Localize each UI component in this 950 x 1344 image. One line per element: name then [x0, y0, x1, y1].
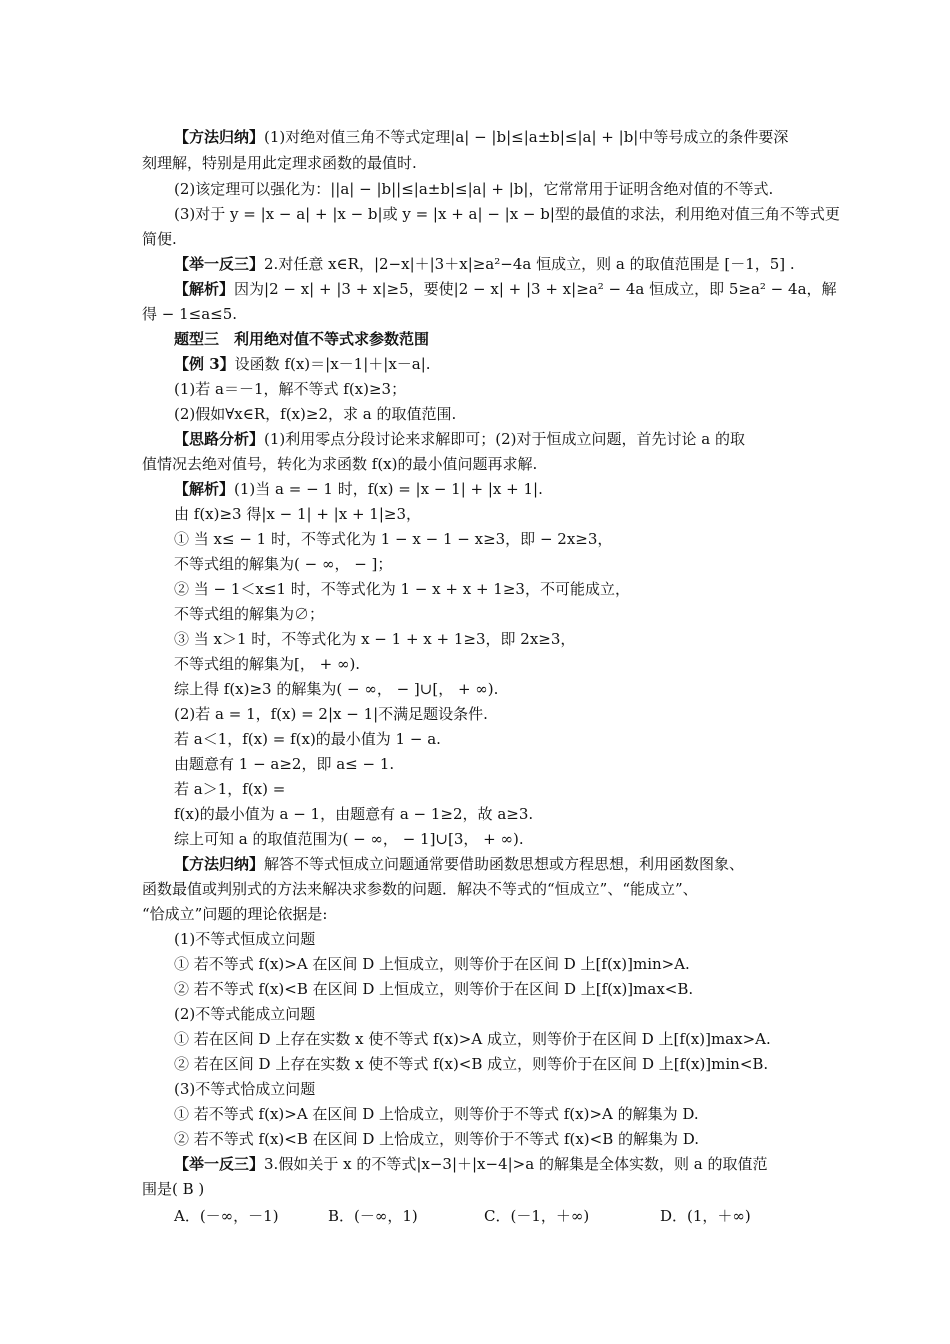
line-text: 不等式组的解集为[， + ∞).	[174, 655, 361, 673]
option-b: B．(－∞，1)	[328, 1207, 418, 1225]
text-line	[0, 1054, 950, 1076]
text-line	[0, 1104, 950, 1126]
line-text: 刻理解，特别是用此定理求函数的最值时.	[142, 154, 417, 172]
option-d: D．(1，＋∞)	[660, 1207, 751, 1225]
line-text: (1)不等式恒成立问题	[174, 930, 316, 948]
line-text: 得 − 1≤a≤5.	[142, 305, 238, 323]
line-text: (2)若 a = 1，f(x) = 2|x − 1|不满足题设条件.	[174, 705, 488, 723]
line-text: ① 若不等式 f(x)>A 在区间 D 上恰成立，则等价于不等式 f(x)>A 的解集为 D.	[174, 1105, 699, 1123]
line-text: (2)假如∀x∈R，f(x)≥2，求 a 的取值范围.	[174, 405, 457, 423]
text-line	[0, 1079, 950, 1101]
line-text: 因为|2 − x| + |3 + x|≥5，要使|2 − x| + |3 + x|≥a² − 4a 恒成立，即 5≥a² − 4a，解	[234, 280, 837, 298]
line-text: 由 f(x)≥3 得|x − 1| + |x + 1|≥3，	[174, 505, 422, 523]
text-line	[0, 554, 950, 576]
text-line	[0, 479, 950, 501]
text-line	[0, 204, 950, 226]
line-text: 若 a＞1，f(x) =	[174, 780, 286, 798]
option-a: A．(－∞，－1)	[174, 1207, 279, 1225]
text-line	[0, 804, 950, 826]
line-text: 若 a＜1，f(x) = f(x)的最小值为 1 − a.	[174, 730, 441, 748]
line-text: 解答不等式恒成立问题通常要借助函数思想或方程思想，利用函数图象、	[264, 855, 745, 873]
text-line	[0, 629, 950, 651]
text-line	[0, 127, 950, 149]
line-text: (1)当 a = − 1 时，f(x) = |x − 1| + |x + 1|.	[234, 480, 543, 498]
text-line	[0, 529, 950, 551]
line-text: (2)该定理可以强化为：||a| − |b||≤|a±b|≤|a| + |b|，它常常用于证明含绝对值的不等式.	[174, 180, 774, 198]
heading-text: 题型三 利用绝对值不等式求参数范围	[174, 330, 430, 348]
line-text: 简便.	[142, 230, 177, 248]
text-line	[0, 979, 950, 1001]
text-line	[0, 879, 950, 901]
line-text: 3.假如关于 x 的不等式|x−3|＋|x−4|>a 的解集是全体实数，则 a 的取值范	[264, 1155, 768, 1173]
text-line	[0, 779, 950, 801]
line-text: 围是( B )	[142, 1180, 205, 1198]
line-text: ② 若在区间 D 上存在实数 x 使不等式 f(x)<B 成立，则等价于在区间 D 上[f(x)]min<B.	[174, 1055, 769, 1073]
text-line	[0, 1179, 950, 1201]
line-text: (1)对绝对值三角不等式定理|a| − |b|≤|a±b|≤|a| + |b|中等号成立的条件要深	[264, 128, 789, 146]
section-tag: 【方法归纳】	[174, 855, 265, 873]
text-line	[0, 679, 950, 701]
text-line	[0, 604, 950, 626]
text-line	[0, 579, 950, 601]
text-line	[0, 754, 950, 776]
text-line	[0, 1004, 950, 1026]
text-line	[0, 1129, 950, 1151]
section-tag: 【举一反三】	[174, 255, 265, 273]
line-text: 2.对任意 x∈R，|2−x|＋|3＋x|≥a²−4a 恒成立，则 a 的取值范围是 [－1，5] .	[264, 255, 795, 273]
line-text: ② 若不等式 f(x)<B 在区间 D 上恰成立，则等价于不等式 f(x)<B 的解集为 D.	[174, 1130, 700, 1148]
text-line	[0, 254, 950, 276]
text-line	[0, 229, 950, 251]
text-line	[0, 654, 950, 676]
section-heading	[0, 329, 950, 351]
text-line	[0, 304, 950, 326]
line-text: ① 若在区间 D 上存在实数 x 使不等式 f(x)>A 成立，则等价于在区间 D 上[f(x)]max>A.	[174, 1030, 771, 1048]
text-line	[0, 729, 950, 751]
text-line	[0, 954, 950, 976]
line-text: 综上得 f(x)≥3 的解集为( − ∞， − ]∪[， + ∞).	[174, 680, 499, 698]
line-text: “恰成立”问题的理论依据是:	[142, 905, 328, 923]
text-line	[0, 354, 950, 376]
text-line	[0, 379, 950, 401]
option-c: C．(－1，＋∞)	[484, 1207, 590, 1225]
text-line	[0, 829, 950, 851]
text-line	[0, 153, 950, 175]
line-text: ③ 当 x＞1 时，不等式化为 x − 1 + x + 1≥3，即 2x≥3，	[174, 630, 576, 648]
line-text: ② 当 − 1＜x≤1 时，不等式化为 1 − x + x + 1≥3，不可能成立，	[174, 580, 630, 598]
line-text: (1)利用零点分段讨论来求解即可；(2)对于恒成立问题，首先讨论 a 的取	[264, 430, 745, 448]
line-text: 由题意有 1 − a≥2，即 a≤ − 1.	[174, 755, 395, 773]
line-text: ① 若不等式 f(x)>A 在区间 D 上恒成立，则等价于在区间 D 上[f(x)]min>A.	[174, 955, 690, 973]
text-line	[0, 179, 950, 201]
line-text: 不等式组的解集为∅；	[174, 605, 325, 623]
text-line	[0, 404, 950, 426]
line-text: 综上可知 a 的取值范围为( − ∞， − 1]∪[3， + ∞).	[174, 830, 524, 848]
text-line	[0, 929, 950, 951]
text-line	[0, 504, 950, 526]
section-tag: 【举一反三】	[174, 1155, 265, 1173]
text-line	[0, 904, 950, 926]
line-text: (3)不等式恰成立问题	[174, 1080, 316, 1098]
section-tag: 【思路分析】	[174, 430, 265, 448]
line-text: ② 若不等式 f(x)<B 在区间 D 上恒成立，则等价于在区间 D 上[f(x)]max<B.	[174, 980, 694, 998]
line-text: (2)不等式能成立问题	[174, 1005, 316, 1023]
section-tag: 【方法归纳】	[174, 128, 265, 146]
line-text: 不等式组的解集为( − ∞， − ]；	[174, 555, 393, 573]
text-line	[0, 854, 950, 876]
line-text: (3)对于 y = |x − a| + |x − b|或 y = |x + a| − |x − b|型的最值的求法，利用绝对值三角不等式更	[174, 205, 840, 223]
text-line	[0, 279, 950, 301]
text-line	[0, 1154, 950, 1176]
section-tag: 【解析】	[174, 480, 235, 498]
line-text: 值情况去绝对值号，转化为求函数 f(x)的最小值问题再求解.	[142, 455, 538, 473]
line-text: f(x)的最小值为 a − 1，由题意有 a − 1≥2，故 a≥3.	[174, 805, 534, 823]
line-text: 函数最值或判别式的方法来解决求参数的问题．解决不等式的“恒成立”、“能成立”、	[142, 880, 698, 898]
text-line	[0, 429, 950, 451]
line-text: 设函数 f(x)＝|x－1|＋|x－a|.	[234, 355, 431, 373]
text-line	[0, 704, 950, 726]
line-text: (1)若 a＝－1，解不等式 f(x)≥3；	[174, 380, 407, 398]
section-tag: 【例 3】	[174, 355, 235, 373]
line-text: ① 当 x≤ − 1 时，不等式化为 1 − x − 1 − x≥3，即 − 2x≥3，	[174, 530, 613, 548]
text-line	[0, 1029, 950, 1051]
section-tag: 【解析】	[174, 280, 235, 298]
text-line	[0, 454, 950, 476]
